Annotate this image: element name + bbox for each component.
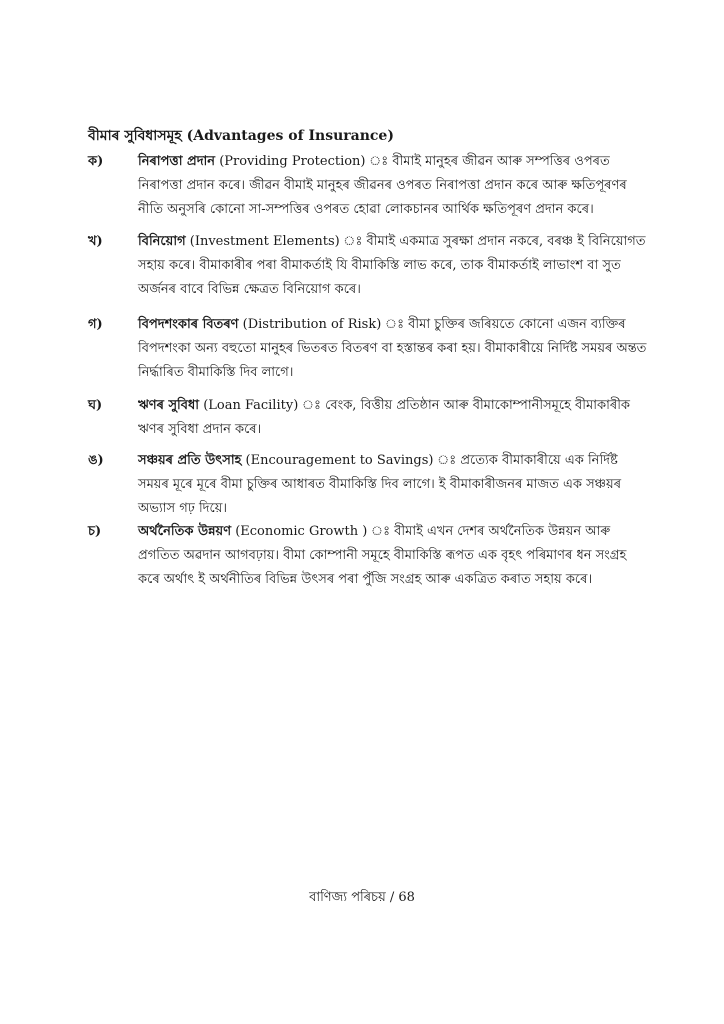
item-english: (Investment Elements) ঃ (185, 234, 367, 249)
item-marker: ঘ) (88, 398, 103, 413)
item-term: অৰ্থনৈতিক উন্নয়ণ (138, 524, 232, 539)
item-english: (Providing Protection) ঃ (215, 154, 393, 169)
item-body (138, 394, 648, 442)
item-marker: খ) (88, 234, 103, 249)
section-heading: বীমাৰ সুবিধাসমূহ (Advantages of Insurance) (88, 128, 394, 144)
item-marker: গ) (88, 317, 103, 332)
item-term: বিনিয়োগ (138, 234, 186, 249)
item-term: নিৰাপত্তা প্ৰদান (138, 154, 216, 169)
item-english: (Encouragement to Savings) ঃ (241, 453, 461, 468)
list-item (88, 313, 648, 385)
item-english: (Distribution of Risk) ঃ (238, 317, 409, 332)
item-body (138, 313, 648, 385)
item-term: সঞ্চয়ৰ প্ৰতি উৎসাহ (138, 453, 242, 468)
list-item (88, 520, 648, 592)
item-marker: ঙ) (88, 453, 104, 468)
list-item (88, 150, 648, 222)
item-text: বীমা চুক্তিৰ জৰিয়তে কোনো এজন ব্যক্তিৰ বিপদশংকা অন্য বহুতো মানুহৰ ভিতৰত বিতৰণ বা হস্তান্তৰ কৰা হয়। বীমাকাৰীয়ে নিৰ্দিষ্ট সময়ৰ অন্তত নিৰ্দ্ধাৰিত বীমাকিস্তি দিব লাগে। (138, 317, 647, 380)
list-item (88, 230, 648, 302)
item-body (138, 449, 648, 521)
list-item (88, 449, 648, 521)
item-body (138, 520, 648, 592)
item-term: ঋণৰ সুবিধা (138, 398, 200, 413)
item-english: (Loan Facility) ঃ (199, 398, 326, 413)
item-marker: ক) (88, 154, 104, 169)
item-text: বীমাই মানুহৰ জীৱন আৰু সম্পত্তিৰ ওপৰত নিৰাপত্তা প্ৰদান কৰে। জীৱন বীমাই মানুহৰ জীৱনৰ ওপৰত নিৰাপত্তা প্ৰদান কৰে আৰু ক্ষতিপূৰণৰ নীতি অনুসৰি কোনো সা-সম্পত্তিৰ ওপৰত হোৱা লোকচানৰ আৰ্থিক ক্ষতিপূৰণ প্ৰদান কৰে। (138, 154, 627, 217)
item-text: বীমাই এখন দেশৰ অৰ্থনৈতিক উন্নয়ন আৰু প্ৰগতিত অৱদান আগবঢ়ায়। বীমা কোম্পানী সমূহে বীমাকিস্তি ৰূপত এক বৃহৎ পৰিমাণৰ ধন সংগ্ৰহ কৰে অৰ্থাৎ ই অৰ্থনীতিৰ বিভিন্ন উৎসৰ পৰা পুঁজি সংগ্ৰহ আৰু একত্ৰিত কৰাত সহায় কৰে। (138, 524, 627, 587)
item-body (138, 230, 648, 302)
list-item (88, 394, 648, 442)
page-footer: বাণিজ্য পৰিচয় / 68 (309, 890, 415, 905)
item-text: প্ৰত্যেক বীমাকাৰীয়ে এক নিৰ্দিষ্ট সময়ৰ মূৰে মূৰে বীমা চুক্তিৰ আধাৰত বীমাকিস্তি দিব লাগে। ই বীমাকাৰীজনৰ মাজত এক সঞ্চয়ৰ অভ্যাস গঢ় দিয়ে। (138, 453, 622, 516)
item-marker: চ) (88, 524, 102, 539)
item-text: বেংক, বিত্তীয় প্ৰতিষ্ঠান আৰু বীমাকোম্পানীসমূহে বীমাকাৰীক ঋণৰ সুবিধা প্ৰদান কৰে। (138, 398, 631, 437)
item-text: বীমাই একমাত্ৰ সুৰক্ষা প্ৰদান নকৰে, বৰঞ্চ ই বিনিয়োগত সহায় কৰে। বীমাকাৰীৰ পৰা বীমাকৰ্তাই যি বীমাকিস্তি লাভ কৰে, তাক বীমাকৰ্তাই লাভাংশ বা সুত অৰ্জনৰ বাবে বিভিন্ন ক্ষেত্ৰত বিনিয়োগ কৰে। (138, 234, 646, 297)
item-term: বিপদশংকাৰ বিতৰণ (138, 317, 239, 332)
item-body (138, 150, 648, 222)
item-english: (Economic Growth ) ঃ (231, 524, 395, 539)
